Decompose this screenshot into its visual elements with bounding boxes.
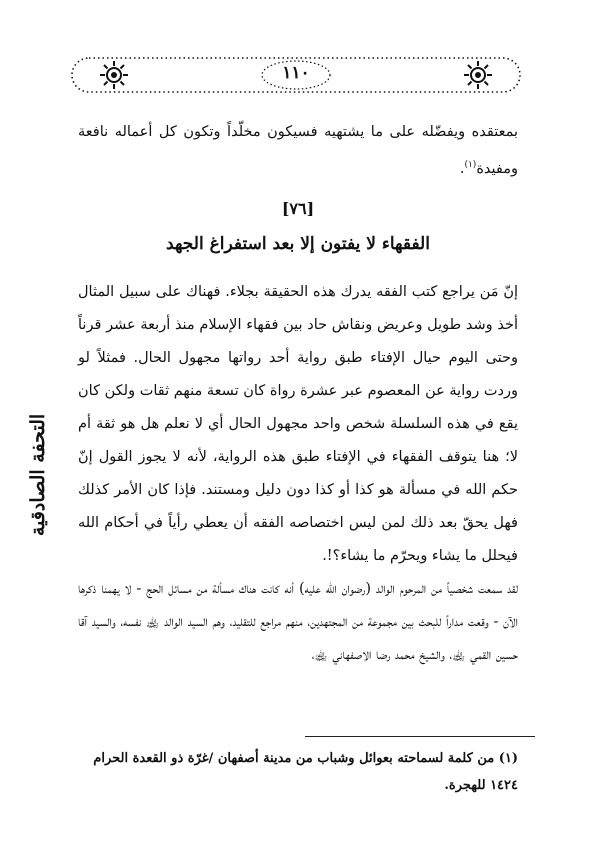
- intro-paragraph: [78, 116, 518, 186]
- body-paragraph-2: لقد سمعت شخصياً من المرحوم الوالد (رضوان الله عليه) أنه كانت هناك مسألة من مسائل الحج - لا يهمنا ذكرها الآن - وقعت مداراً للبحث بين مجموعة من المجتهدين، منهم مراجع للتقليد، وهم السيد الوالد ﵀ نفسه، والسيد آقا حسين القمي ﵀، والشيخ محمد رضا الاصفهاني ﵀،: [78, 581, 518, 663]
- book-side-title-text: التحفة الصادقية: [27, 413, 49, 537]
- page-number: ١١٠: [282, 63, 310, 83]
- footnote: (١) من كلمة لسماحته بعوائل وشباب من مدينة أصفهان /غرّة ذو القعدة الحرام ١٤٢٤ للهجرة.: [93, 751, 518, 793]
- intro-text: بمعتقده ويفضّله على ما يشتهيه فسيكون مخلّداً وتكون كل أعماله نافعة ومفيدة: [78, 124, 518, 177]
- page-header-frame: [70, 54, 522, 96]
- body-text: [78, 276, 518, 672]
- section-title: الفقهاء لا يفتون إلا بعد استفراغ الجهد: [166, 234, 430, 254]
- intro-end: .: [459, 160, 465, 177]
- footnote-ref: (١): [464, 160, 477, 170]
- section-number: [٧٦]: [281, 199, 315, 218]
- body-paragraph-1: إنّ مَن يراجع كتب الفقه يدرك هذه الحقيقة بجلاء. فهناك على سبيل المثال أخذ وشد طويل وعريض ونقاش حاد بين فقهاء الإسلام منذ أربعة عشر قرناً وحتى اليوم حيال الإفتاء طبق رواية أحد رواتها مجهول الحال. فمثلاً لو وردت رواية عن المعصوم عبر عشرة رواة كان تسعة منهم ثقات ولكن كان يقع في هذه السلسلة شخص واحد مجهول الحال أي لا نعلم هل هو ثقة أم لا؛ هنا يتوقف الفقهاء في الإفتاء طبق هذه الرواية، لأنه لا يجوز القول إنّ حكم الله في مسألة هو كذا أو كذا دون دليل ومستند. فإذا كان الأمر كذلك فهل يحقّ بعد ذلك لمن ليس اختصاصه الفقه أن يعطي رأياً في أحكام الله فيحلل ما يشاء ويحرّم ما يشاء؟!.: [78, 284, 518, 564]
- footnote-divider: [305, 736, 535, 737]
- intro-block: [78, 116, 518, 186]
- book-side-title: [18, 380, 58, 570]
